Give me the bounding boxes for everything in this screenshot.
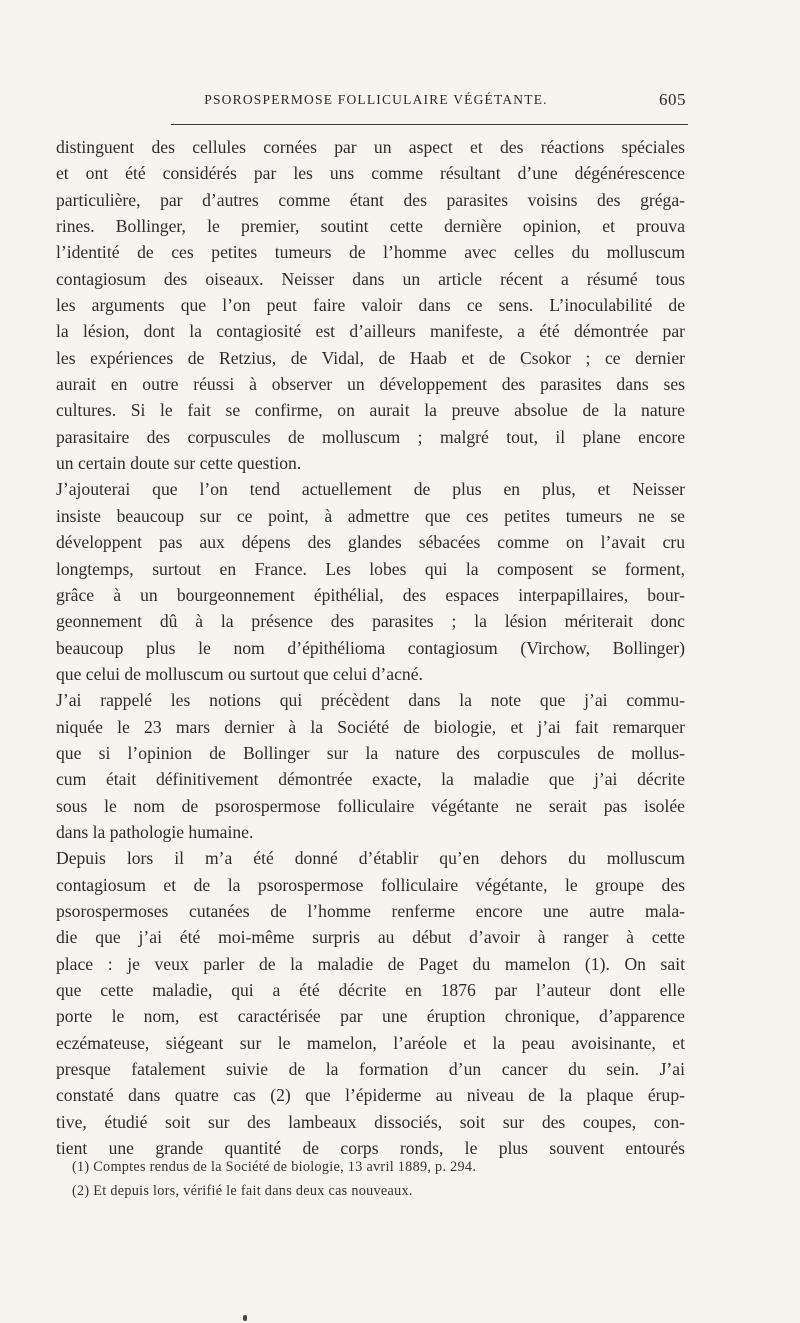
text-line: aurait en outre réussi à observer un développement des parasites dans ses (56, 374, 685, 395)
paragraph (56, 687, 685, 845)
text-line: presque fatalement suivie de la formation d’un cancer du sein. J’ai (56, 1059, 685, 1080)
page-number: 605 (659, 90, 686, 109)
text-line: développent pas aux dépens des glandes sébacées comme on l’avait cru (56, 532, 685, 553)
text-line: que cette maladie, qui a été décrite en 1876 par l’auteur dont elle (56, 980, 685, 1000)
text-line: J’ai rappelé les notions qui précèdent dans la note que j’ai commu- (56, 690, 685, 711)
text-line: tient une grande quantité de corps ronds, le plus souvent entourés (56, 1138, 685, 1159)
text-line: beaucoup plus le nom d’épithélioma contagiosum (Virchow, Bollinger) (56, 637, 685, 658)
text-line: niquée le 23 mars dernier à la Société de biologie, et j’ai fait remarquer (56, 716, 685, 737)
text-line: tive, étudié soit sur des lambeaux dissociés, soit sur des coupes, con- (56, 1111, 685, 1132)
paragraph (56, 134, 685, 476)
text-line: particulière, par d’autres comme étant des parasites voisins des gréga- (56, 189, 685, 210)
text-line: eczémateuse, siégeant sur le mamelon, l’aréole et la peau avoisinante, et (56, 1032, 685, 1053)
text-line: constaté dans quatre cas (2) que l’épiderme au niveau de la plaque érup- (56, 1085, 685, 1106)
print-speck (243, 1315, 247, 1321)
text-line: parasitaire des corpuscules de molluscum ; malgré tout, il plane encore (56, 426, 685, 447)
text-line: les expériences de Retzius, de Vidal, de Haab et de Csokor ; ce dernier (56, 347, 685, 368)
footnote: (1) Comptes rendus de la Société de biologie, 13 avril 1889, p. 294. (72, 1159, 477, 1175)
text-line: que celui de molluscum ou surtout que celui d’acné. (56, 663, 423, 684)
text-line: die que j’ai été moi-même surpris au début d’avoir à ranger à cette (56, 927, 685, 948)
text-line: contagiosum des oiseaux. Neisser dans un article récent a résumé tous (56, 268, 685, 289)
text-line: place : je veux parler de la maladie de Paget du mamelon (1). On sait (56, 953, 685, 974)
text-line: psorospermoses cutanées de l’homme renferme encore une autre mala- (56, 900, 685, 921)
text-line: contagiosum et de la psorospermose folliculaire végétante, le groupe des (56, 874, 685, 895)
text-line: insiste beaucoup sur ce point, à admettre que ces petites tumeurs ne se (56, 505, 685, 526)
body-text (56, 134, 685, 1161)
text-line: geonnement dû à la présence des parasites ; la lésion mériterait donc (56, 611, 685, 632)
text-line: un certain doute sur cette question. (56, 453, 302, 474)
paragraph (56, 845, 685, 1161)
text-line: dans la pathologie humaine. (56, 821, 254, 842)
text-line: la lésion, dont la contagiosité est d’ailleurs manifeste, a été démontrée par (56, 321, 685, 342)
text-line: cum était définitivement démontrée exacte, la maladie que j’ai décrite (56, 769, 685, 790)
text-line: et ont été considérés par les uns comme résultant d’une dégénérescence (56, 163, 685, 184)
text-line: distinguent des cellules cornées par un aspect et des réactions spéciales (56, 137, 685, 157)
text-line: rines. Bollinger, le premier, soutint cette dernière opinion, et prouva (56, 216, 685, 237)
text-line: J’ajouterai que l’on tend actuellement de plus en plus, et Neisser (56, 479, 685, 500)
header-rule (171, 124, 688, 125)
footnote: (2) Et depuis lors, vérifié le fait dans deux cas nouveaux. (72, 1183, 413, 1199)
text-line: l’identité de ces petites tumeurs de l’homme avec celles du molluscum (56, 242, 685, 263)
text-line: porte le nom, est caractérisée par une éruption chronique, d’apparence (56, 1006, 685, 1027)
text-line: Depuis lors il m’a été donné d’établir qu’en dehors du molluscum (56, 848, 685, 869)
text-line: que si l’opinion de Bollinger sur la nature des corpuscules de mollus- (56, 742, 685, 763)
text-line: grâce à un bourgeonnement épithélial, des espaces interpapillaires, bour- (56, 584, 685, 605)
running-head (66, 90, 686, 112)
text-line: les arguments que l’on peut faire valoir dans ce sens. L’inoculabilité de (56, 295, 685, 316)
text-line: cultures. Si le fait se confirme, on aurait la preuve absolue de la nature (56, 400, 685, 421)
paragraph (56, 476, 685, 687)
text-line: longtemps, surtout en France. Les lobes qui la composent se forment, (56, 558, 685, 579)
footnotes (72, 1155, 632, 1203)
text-line: sous le nom de psorospermose folliculaire végétante ne serait pas isolée (56, 795, 685, 816)
running-title: PSOROSPERMOSE FOLLICULAIRE VÉGÉTANTE. (204, 92, 548, 107)
